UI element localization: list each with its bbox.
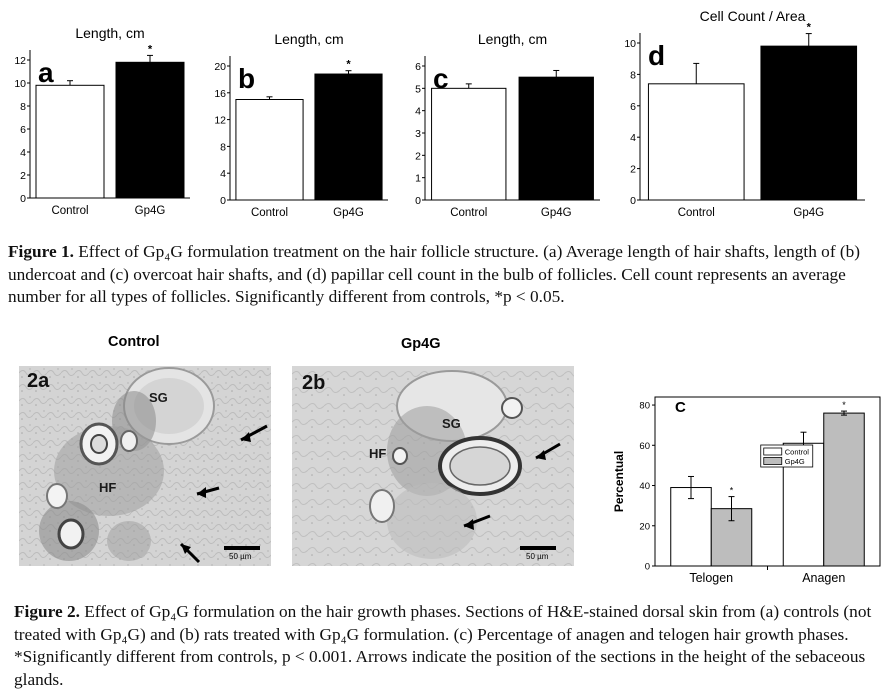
y-tick-label: 2	[415, 150, 421, 163]
y-tick-label: 4	[220, 168, 226, 181]
panel-2a-label: 2a	[27, 370, 50, 392]
x-tick-label: Control	[51, 205, 89, 217]
bar-gp4g-anagen	[824, 413, 865, 566]
y-tick-label: 10	[14, 78, 26, 90]
y-tick-label: 6	[415, 61, 421, 73]
chart-title: Length, cm	[75, 25, 145, 41]
y-tick-label: 6	[630, 100, 636, 113]
significance-marker: *	[147, 43, 153, 56]
significance-marker: *	[346, 58, 351, 71]
y-tick-label: 4	[20, 147, 26, 159]
chart-c	[400, 20, 605, 225]
panel-letter-d: d	[648, 40, 666, 71]
chart-title: Length, cm	[274, 31, 344, 47]
legend-label-control: Control	[784, 447, 809, 457]
y-tick-label: 4	[415, 105, 421, 118]
y-tick-label: 12	[214, 114, 226, 127]
y-tick-label: 0	[220, 195, 226, 207]
chart-d	[605, 0, 896, 225]
bar-gp4g	[761, 46, 857, 200]
y-tick-label: 10	[624, 38, 636, 50]
legend-label-gp4g: Gp4G	[784, 457, 805, 466]
y-tick-label: 20	[214, 61, 226, 73]
x-tick-label: Gp4G	[540, 207, 572, 219]
panel-2b-label: 2b	[302, 372, 326, 394]
hf-label-2a: HF	[99, 480, 117, 495]
gp4g-heading: Gp4G	[401, 336, 441, 352]
y-tick-label: 6	[20, 124, 26, 136]
y-tick-label: 8	[220, 141, 226, 154]
chart-title: Length, cm	[477, 31, 548, 47]
micrograph-2b	[292, 366, 574, 566]
bar-control	[648, 84, 744, 200]
y-tick-label: 5	[415, 83, 421, 96]
figure2-caption	[14, 601, 890, 691]
panel-letter-C: C	[675, 399, 686, 416]
bar-gp4g	[519, 77, 593, 200]
hf-label-2b: HF	[369, 446, 387, 461]
significance-marker: *	[842, 400, 846, 411]
bar-control	[432, 88, 506, 200]
bar-control	[36, 85, 104, 198]
bar-control	[236, 100, 303, 201]
y-tick-label: 0	[630, 195, 636, 207]
y-tick-label: 20	[639, 521, 650, 533]
panel-letter-b: b	[238, 63, 256, 94]
micrograph-2b-image	[292, 366, 574, 566]
y-tick-label: 2	[20, 170, 26, 182]
significance-marker: *	[806, 21, 811, 34]
x-tick-label: Gp4G	[793, 207, 825, 219]
scale-label-2b: 50 µm	[526, 552, 549, 561]
y-tick-label: 4	[630, 132, 636, 145]
y-tick-label: 1	[415, 172, 421, 185]
sg-label-2a: SG	[149, 390, 168, 405]
y-tick-label: 40	[639, 481, 650, 493]
x-tick-label: Control	[250, 207, 289, 219]
chart-b	[200, 20, 400, 225]
micrograph-2a	[19, 366, 271, 566]
y-tick-label: 3	[415, 128, 421, 140]
figure1-text: Effect of Gp₄G formulation treatment on the hair follicle structure. (a) Average length of hair shafts, length of (b) undercoat and (c) overcoat hair shafts, and (d) papillar cell count in the bulb of follicles. Cell count represents an average number for all types of follicles. Significantly different from controls, *p < 0.05.	[8, 242, 861, 306]
micrograph-2a-image	[19, 366, 271, 566]
panel-letter-a: a	[38, 57, 54, 88]
bar-gp4g	[116, 62, 184, 198]
y-tick-label: 60	[639, 440, 650, 452]
figure2-label: Figure 2.	[14, 602, 80, 621]
y-axis-label: Percentual	[612, 450, 626, 513]
y-tick-label: 0	[644, 561, 650, 573]
y-tick-label: 8	[630, 69, 636, 82]
panel-letter-c: c	[433, 63, 449, 94]
x-tick-label: Control	[450, 207, 488, 219]
bar-gp4g	[315, 74, 382, 200]
chart-a	[0, 20, 200, 225]
figure1-caption	[8, 241, 888, 309]
y-tick-label: 16	[214, 87, 226, 100]
x-tick-label: Gp4G	[333, 207, 364, 219]
sg-label-2b: SG	[442, 416, 461, 431]
y-tick-label: 80	[639, 400, 650, 412]
scale-label-2a: 50 µm	[229, 552, 252, 561]
y-tick-label: 8	[20, 101, 26, 113]
legend-swatch-gp4g	[764, 458, 782, 465]
x-tick-label: Control	[677, 207, 715, 219]
y-tick-label: 0	[415, 195, 421, 207]
x-tick-label: Gp4G	[134, 205, 166, 217]
chart-title: Cell Count / Area	[699, 8, 806, 24]
legend-swatch-control	[764, 448, 782, 455]
y-tick-label: 2	[630, 163, 636, 176]
x-tick-label: Anagen	[802, 571, 846, 585]
y-tick-label: 0	[20, 193, 26, 205]
figure2-text: Effect of Gp₄G formulation on the hair growth phases. Sections of H&E-stained dorsal skin from (a) controls (not treated with Gp₄G) and (b) rats treated with Gp₄G formulation. (c) Percentage of anagen and telogen hair growth phases. *Significantly different from controls, p < 0.001. Arrows indicate the position of the sections in the height of the sebaceous glands.	[14, 602, 872, 689]
control-heading: Control	[108, 334, 160, 350]
chart-fig2c	[600, 380, 890, 590]
y-tick-label: 12	[14, 55, 26, 67]
figure1-label: Figure 1.	[8, 242, 74, 261]
significance-marker: *	[729, 485, 734, 496]
x-tick-label: Telogen	[689, 571, 734, 585]
bar-control-telogen	[671, 488, 712, 566]
